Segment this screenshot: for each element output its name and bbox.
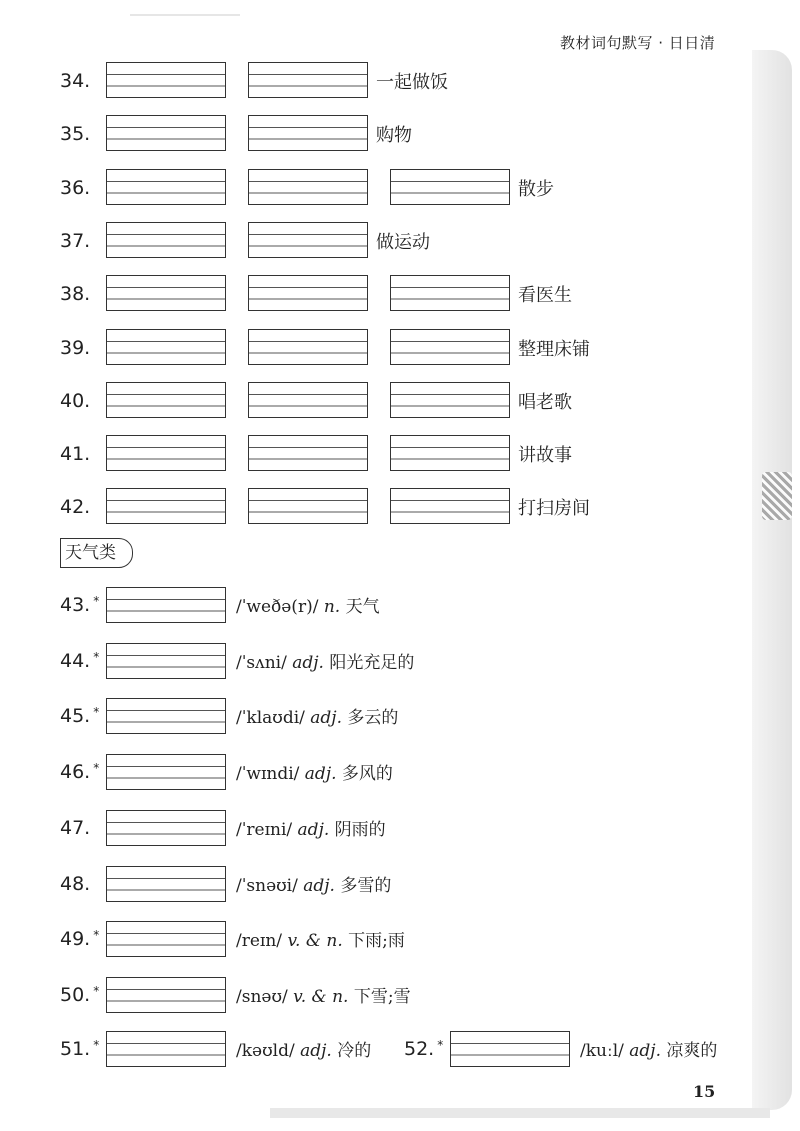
answer-box[interactable] bbox=[248, 329, 368, 365]
word-definition bbox=[236, 926, 405, 951]
chinese-meaning: 凉爽的 bbox=[666, 1041, 718, 1061]
phrase-row bbox=[0, 380, 800, 420]
answer-box[interactable] bbox=[106, 169, 226, 205]
part-of-speech: adj. bbox=[297, 819, 330, 840]
item-number: 39. bbox=[60, 336, 91, 359]
item-number-text: 50. bbox=[60, 983, 91, 1006]
part-of-speech: adj. bbox=[292, 652, 324, 673]
required-star-icon: * bbox=[437, 1038, 444, 1052]
phonetic: /kəʊld/ bbox=[236, 1041, 295, 1061]
item-number-text: 49. bbox=[60, 928, 91, 951]
part-of-speech: n. bbox=[323, 597, 341, 617]
phrase-row bbox=[0, 433, 800, 473]
answer-box[interactable] bbox=[106, 222, 226, 258]
required-star-icon: * bbox=[93, 649, 100, 664]
chinese-meaning: 散步 bbox=[518, 178, 554, 200]
word-definition bbox=[236, 815, 386, 840]
answer-box[interactable] bbox=[390, 329, 510, 365]
item-number: 38. bbox=[60, 283, 91, 306]
phrase-row bbox=[0, 327, 800, 367]
answer-box[interactable] bbox=[106, 643, 226, 679]
answer-box[interactable] bbox=[450, 1031, 570, 1067]
item-number: 36. bbox=[60, 176, 91, 199]
item-number: 34. bbox=[60, 70, 91, 92]
item-number: 37. bbox=[60, 229, 91, 252]
item-number-text: 43. bbox=[60, 594, 91, 616]
page-number: 15 bbox=[693, 1082, 716, 1101]
item-number-text: 47. bbox=[60, 816, 91, 839]
word-definition bbox=[236, 592, 380, 617]
answer-box[interactable] bbox=[106, 587, 226, 623]
answer-box[interactable] bbox=[106, 382, 226, 418]
answer-box[interactable] bbox=[248, 435, 368, 471]
answer-box[interactable] bbox=[390, 488, 510, 524]
chinese-meaning: 阳光充足的 bbox=[329, 652, 415, 673]
chinese-meaning: 做运动 bbox=[376, 231, 430, 253]
item-number bbox=[60, 928, 99, 950]
item-number-text: 46. bbox=[60, 761, 91, 784]
phrase-row bbox=[0, 167, 800, 207]
phrase-row bbox=[0, 60, 800, 100]
chinese-meaning: 下雪;雪 bbox=[353, 986, 411, 1007]
answer-box[interactable] bbox=[106, 921, 226, 957]
required-star-icon: * bbox=[93, 761, 100, 776]
item-number bbox=[404, 1038, 443, 1060]
answer-box[interactable] bbox=[106, 435, 226, 471]
item-number-text: 44. bbox=[60, 649, 91, 672]
phonetic: /ˈwɪndi/ bbox=[236, 764, 300, 785]
word-definition bbox=[236, 1036, 371, 1061]
phonetic: /ˈklaʊdi/ bbox=[236, 708, 305, 729]
chinese-meaning: 下雨;雨 bbox=[348, 931, 405, 952]
answer-box[interactable] bbox=[106, 977, 226, 1013]
part-of-speech: v. & n. bbox=[287, 931, 343, 952]
answer-box[interactable] bbox=[248, 169, 368, 205]
answer-box[interactable] bbox=[390, 435, 510, 471]
answer-box[interactable] bbox=[248, 382, 368, 418]
item-number-text: 52. bbox=[404, 1038, 435, 1060]
phrase-row bbox=[0, 113, 800, 153]
word-definition bbox=[236, 871, 391, 896]
answer-box[interactable] bbox=[106, 698, 226, 734]
answer-box[interactable] bbox=[106, 866, 226, 902]
item-number bbox=[60, 650, 99, 672]
chinese-meaning: 打扫房间 bbox=[518, 498, 590, 520]
part-of-speech: adj. bbox=[310, 708, 342, 729]
answer-box[interactable] bbox=[106, 275, 226, 311]
part-of-speech: adj. bbox=[629, 1041, 661, 1061]
answer-box[interactable] bbox=[106, 754, 226, 790]
chinese-meaning: 多云的 bbox=[347, 708, 399, 729]
item-number bbox=[60, 817, 90, 839]
answer-box[interactable] bbox=[106, 810, 226, 846]
answer-box[interactable] bbox=[106, 115, 226, 151]
item-number bbox=[60, 984, 99, 1006]
answer-box[interactable] bbox=[248, 222, 368, 258]
word-definition bbox=[580, 1036, 717, 1061]
chinese-meaning: 多风的 bbox=[341, 764, 393, 785]
answer-box[interactable] bbox=[248, 115, 368, 151]
chinese-meaning: 阴雨的 bbox=[334, 819, 386, 840]
answer-box[interactable] bbox=[248, 488, 368, 524]
chinese-meaning: 看医生 bbox=[518, 285, 572, 307]
phonetic: /reɪn/ bbox=[236, 931, 283, 952]
phonetic: /kuːl/ bbox=[580, 1041, 624, 1061]
required-star-icon: * bbox=[93, 928, 100, 943]
phrase-row bbox=[0, 273, 800, 313]
chinese-meaning: 购物 bbox=[376, 125, 412, 147]
item-number: 35. bbox=[60, 123, 91, 146]
answer-box[interactable] bbox=[106, 62, 226, 98]
item-number bbox=[60, 873, 90, 895]
item-number: 41. bbox=[60, 443, 91, 466]
item-number: 42. bbox=[60, 496, 91, 519]
answer-box[interactable] bbox=[390, 382, 510, 418]
item-number-text: 51. bbox=[60, 1038, 91, 1060]
word-definition bbox=[236, 703, 398, 728]
page-bottom-shadow bbox=[270, 1108, 770, 1118]
part-of-speech: adj. bbox=[303, 875, 335, 896]
item-number: 40. bbox=[60, 389, 91, 412]
phonetic: /ˈweðə(r)/ bbox=[236, 597, 319, 617]
page-edge-shadow bbox=[752, 50, 792, 1110]
scan-mark bbox=[130, 14, 240, 16]
part-of-speech: v. & n. bbox=[293, 986, 349, 1007]
phonetic: /ˈreɪni/ bbox=[236, 819, 293, 840]
item-number bbox=[60, 594, 99, 616]
answer-box[interactable] bbox=[106, 1031, 226, 1067]
chinese-meaning: 多雪的 bbox=[340, 875, 392, 896]
chinese-meaning: 整理床铺 bbox=[518, 338, 590, 360]
part-of-speech: adj. bbox=[300, 1041, 332, 1061]
item-number bbox=[60, 1038, 99, 1060]
page-header: 教材词句默写 · 日日清 bbox=[560, 34, 716, 52]
item-number-text: 48. bbox=[60, 872, 91, 895]
answer-box[interactable] bbox=[390, 275, 510, 311]
chinese-meaning: 天气 bbox=[345, 597, 380, 617]
item-number bbox=[60, 761, 99, 783]
chinese-meaning: 一起做饭 bbox=[376, 72, 448, 93]
required-star-icon: * bbox=[93, 594, 100, 608]
required-star-icon: * bbox=[93, 705, 100, 720]
phonetic: /ˈsnəʊi/ bbox=[236, 875, 298, 896]
answer-box[interactable] bbox=[106, 488, 226, 524]
required-star-icon: * bbox=[93, 1038, 100, 1052]
word-definition bbox=[236, 982, 411, 1007]
answer-box[interactable] bbox=[390, 169, 510, 205]
phonetic: /ˈsʌni/ bbox=[236, 652, 287, 673]
chinese-meaning: 冷的 bbox=[337, 1041, 372, 1061]
item-number bbox=[60, 705, 99, 727]
phrase-row bbox=[0, 486, 800, 526]
required-star-icon: * bbox=[93, 983, 100, 998]
chinese-meaning: 唱老歌 bbox=[518, 391, 572, 413]
part-of-speech: adj. bbox=[304, 764, 337, 785]
phonetic: /snəʊ/ bbox=[236, 986, 288, 1007]
phrase-row bbox=[0, 220, 800, 260]
chinese-meaning: 讲故事 bbox=[518, 445, 572, 467]
word-definition bbox=[236, 759, 393, 784]
answer-box[interactable] bbox=[248, 275, 368, 311]
answer-box[interactable] bbox=[248, 62, 368, 98]
word-definition bbox=[236, 648, 414, 673]
answer-box[interactable] bbox=[106, 329, 226, 365]
section-title: 天气类 bbox=[60, 538, 133, 568]
item-number-text: 45. bbox=[60, 705, 91, 728]
